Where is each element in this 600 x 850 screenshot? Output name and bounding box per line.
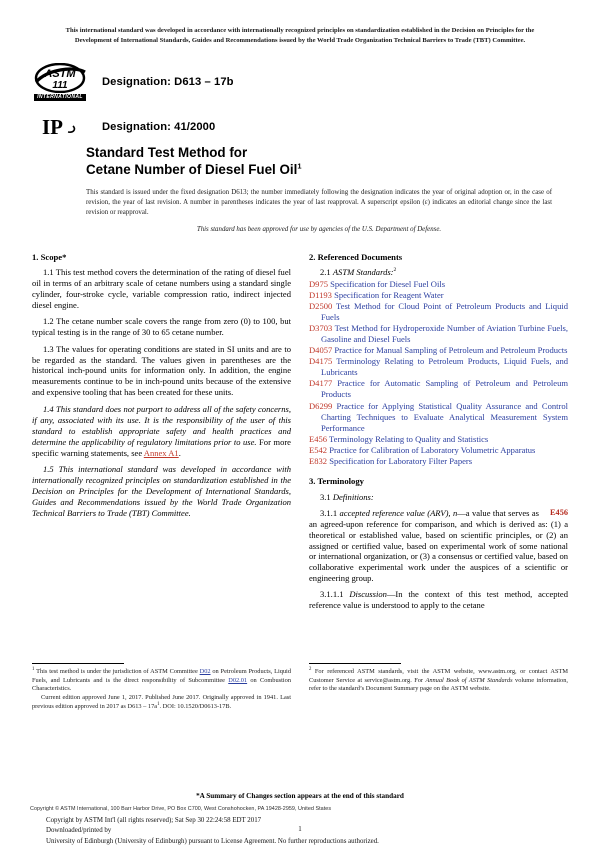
reference-number[interactable]: E542 — [309, 444, 328, 455]
title-line-2-wrap — [86, 161, 540, 178]
terminology-3-1-1-number: 3.1.1 — [320, 507, 338, 518]
footnote-2-text-b: volume information, refer to the standard’s Document Summary page on the ASTM website. — [309, 676, 568, 693]
scope-paragraph-1-4 — [32, 404, 291, 459]
reference-item[interactable] — [309, 323, 568, 345]
reference-number[interactable]: D1193 — [309, 289, 332, 300]
scope-1-2-number: 1.2 — [43, 316, 54, 327]
astm-standards-subheading — [309, 267, 568, 278]
identity-block — [32, 62, 564, 147]
license-line-2: Downloaded/printed by — [46, 827, 112, 835]
title-line-2: Cetane Number of Diesel Fuel Oil — [86, 162, 298, 178]
reference-title[interactable]: Practice for Automatic Sampling of Petroleum and Petroleum Products — [321, 378, 568, 400]
astm-standards-footnote-marker: 2 — [393, 266, 397, 273]
scope-1-3-number: 1.3 — [43, 343, 54, 354]
scope-1-4-end: . — [178, 447, 181, 458]
scope-1-4-tail: For more specific warning statements, see — [32, 436, 291, 458]
section-heading-terminology: 3. Terminology — [309, 475, 364, 486]
astm-designation: Designation: D613 – 17b — [102, 76, 234, 88]
title-footnote-marker: 1 — [297, 161, 302, 171]
footnote-2 — [309, 668, 568, 694]
ip-designation: Designation: 41/2000 — [102, 121, 216, 133]
scope-paragraph-1-5 — [32, 464, 291, 519]
reference-number[interactable]: E456 — [309, 433, 328, 444]
reference-item[interactable] — [309, 279, 568, 290]
tbt-banner — [36, 26, 564, 45]
reference-number[interactable]: D4057 — [309, 345, 333, 356]
section-heading-referenced-documents: 2. Referenced Documents — [309, 252, 403, 262]
scope-1-5-number: 1.5 — [43, 464, 54, 475]
reference-title[interactable]: Terminology Relating to Petroleum Products, Liquid Fuels, and Lubricants — [321, 356, 569, 378]
preamble-dod: This standard has been approved for use by agencies of the U.S. Department of Defense. — [196, 226, 442, 234]
footnote-1-marker: 1 — [32, 666, 35, 672]
reference-title[interactable]: Specification for Reagent Water — [334, 289, 444, 300]
section-heading-scope: 1. Scope* — [32, 252, 67, 262]
reference-number[interactable]: D975 — [309, 278, 328, 289]
footnote-2-text-a: For referenced ASTM standards, visit the ASTM website, www.astm.org, or contact ASTM Customer Service at service@astm.org. For — [309, 668, 568, 684]
scope-1-3-text: The values for operating conditions are stated in SI units and are to be regarded as the standard. The values given in parentheses are the historical inch-pound units for information only. In addition, the engine measurements continue to be in inch-pound units because of the extensive and expensive tooling that has been created for these units. — [32, 343, 291, 398]
reference-number[interactable]: D4175 — [309, 356, 333, 367]
reference-title[interactable]: Practice for Applying Statistical Quality Assurance and Control Charting Techniques to Evaluate Analytical Measurement System Performance — [321, 400, 568, 433]
footnote-column-right — [309, 663, 568, 711]
right-column — [309, 252, 568, 652]
reference-item[interactable] — [309, 434, 568, 445]
left-column — [32, 252, 291, 652]
scope-1-1-number: 1.1 — [43, 266, 54, 277]
reference-number[interactable]: D4177 — [309, 378, 333, 389]
reference-item[interactable] — [309, 345, 568, 356]
footnote-edition-text: Current edition approved June 1, 2017. Published June 2017. Originally approved in 1941. Last previous edition approved in 2017 as D613 – 17a — [32, 693, 291, 710]
license-line-1: Copyright by ASTM Int'l (all rights reserved); Sat Sep 30 22:24:58 EDT 2017 — [46, 817, 262, 824]
scope-1-2-text: The cetane number scale covers the range from zero (0) to 100, but typical testing is in the range of 30 to 65 cetane number. — [32, 316, 291, 338]
svg-text:111: 111 — [52, 80, 68, 91]
page-title — [86, 144, 540, 178]
footnote-1 — [32, 668, 291, 694]
terminology-3-1-1-1 — [309, 589, 568, 611]
reference-title[interactable]: Test Method for Hydroperoxide Number of Aviation Turbine Fuels, Gasoline and Diesel Fuels — [321, 323, 568, 345]
reference-title[interactable]: Specification for Laboratory Filter Papers — [329, 455, 473, 466]
preamble-body: This standard is issued under the fixed designation D613; the number immediately following the designation indicates the year of original adoption or, in the case of revision, the year of last revision. A number in parentheses indicates the year of last reapproval. A superscript epsilon (ε) indicates an editorial change since the last revision or reapproval. — [86, 189, 552, 216]
astm-standards-label: ASTM Standards: — [332, 266, 394, 277]
reference-number[interactable]: D2500 — [309, 300, 333, 311]
footnote-1-text-b: on Petroleum Products, Liquid Fuels, and Lubricants and is the direct responsibility of Subcommittee — [32, 668, 291, 684]
scope-1-5-text: This international standard was developed in accordance with internationally recognized principles on standardization established in the Decision on Principles for the Development of International Standards, Guides and Recommendations issued by the World Trade Organization Technical Barriers to Trade (TBT) Committee. — [32, 464, 291, 519]
body-columns — [32, 252, 568, 652]
reference-item[interactable] — [309, 445, 568, 456]
reference-title[interactable]: Terminology Relating to Quality and Statistics — [329, 433, 489, 444]
terminology-3-1-1-body: —a value that serves as an agreed-upon reference for comparison, and which is derived as: (1) a theoretical or established value, based on scientific principles, or (2) an assigned or certified value, based on experimental work of some national or international organization, or (3) a consensus or certified value, based on collaborative experimental work under the auspices of a scientific or engineering group. — [309, 507, 568, 584]
terminology-3-1-1-1-term: Discussion — [349, 589, 387, 600]
astm-international-label: INTERNATIONAL — [34, 94, 86, 101]
reference-title[interactable]: Specification for Diesel Fuel Oils — [330, 278, 446, 289]
reference-item[interactable] — [309, 301, 568, 323]
astm-logo-mark — [34, 63, 86, 93]
ip-identity-row — [32, 107, 564, 147]
astm-logo — [32, 63, 88, 101]
footnote-edition-sup: 1 — [157, 701, 160, 707]
definitions-label: Definitions: — [332, 491, 374, 502]
ip-logo — [32, 114, 88, 140]
svg-text:IP: IP — [42, 115, 63, 139]
footnote-1-text-a: This test method is under the jurisdiction of ASTM Committee — [36, 668, 200, 675]
reference-title[interactable]: Practice for Calibration of Laboratory Volumetric Apparatus — [329, 444, 536, 455]
committee-d02-link[interactable]: D02 — [199, 668, 211, 675]
subcommittee-d0201-link[interactable]: D02.01 — [228, 676, 248, 684]
scope-paragraph-1-2 — [32, 316, 291, 338]
copyright-line: Copyright © ASTM International, 100 Barr Harbor Drive, PO Box C700, West Conshohocken, PA 19428-2959, United States — [30, 806, 332, 812]
tbt-banner-line-2: Development of International Standards, Guides and Recommendations issued by the World Trade Organization Technical Barriers to Trade (TBT) Committee. — [74, 36, 526, 44]
scope-1-1-text: This test method covers the determination of the rating of diesel fuel oil in terms of an arbitrary scale of cetane numbers using a standard single cylinder, four-stroke cycle, variable compression ratio, indirect injected diesel engine. — [32, 266, 291, 310]
terminology-3-1-1-1-body: —In the context of this test method, accepted reference value is understood to apply to the cetane — [309, 589, 568, 611]
astm-standards-number: 2.1 — [320, 266, 331, 277]
title-line-1: Standard Test Method for — [86, 145, 248, 160]
reference-item[interactable] — [309, 356, 568, 378]
terminology-3-1-1 — [309, 508, 568, 585]
svg-text:ASTM: ASTM — [44, 68, 76, 80]
terminology-3-1-1-1-number: 3.1.1.1 — [320, 589, 344, 600]
footnote-divider — [309, 663, 401, 664]
reference-number[interactable]: E832 — [309, 455, 328, 466]
scope-1-4-italic-text: This standard does not purport to address all of the safety concerns, if any, associated with its use. It is the responsibility of the user of this standard to establish appropriate safety and health practices and determine the applicability of regulatory limitations prior to use. — [32, 403, 291, 447]
reference-item[interactable] — [309, 290, 568, 301]
terminology-3-1-1-term: accepted reference value (ARV), n — [339, 507, 458, 518]
footnote-divider — [32, 663, 124, 664]
footnote-2-italic: Annual Book of ASTM Standards — [425, 676, 513, 684]
summary-of-changes-note: *A Summary of Changes section appears at the end of this standard — [196, 792, 404, 800]
e456-reference-tag[interactable]: E456 — [550, 507, 568, 517]
astm-identity-row — [32, 62, 564, 102]
reference-item[interactable] — [309, 378, 568, 400]
reference-title[interactable]: Practice for Manual Sampling of Petroleum and Petroleum Products — [334, 345, 568, 356]
footnotes — [32, 663, 568, 711]
footnote-1-text-c: on Combustion Characteristics. — [32, 676, 291, 693]
preamble — [86, 188, 552, 235]
reference-item[interactable] — [309, 401, 568, 434]
page-number: 1 — [298, 826, 302, 833]
footnote-column-left — [32, 663, 291, 711]
reference-item[interactable] — [309, 456, 568, 467]
scope-paragraph-1-3 — [32, 344, 291, 399]
scope-1-4-number: 1.4 — [43, 403, 54, 414]
license-line-3: University of Edinburgh (University of Edinburgh) pursuant to License Agreement. No further reproductions authorized. — [46, 837, 379, 845]
ip-logo-mark — [38, 114, 82, 140]
footnote-edition-tail: . DOI: 10.1520/D0613-17B. — [159, 702, 232, 710]
terminology-definitions-label — [309, 492, 568, 503]
definitions-number: 3.1 — [320, 491, 331, 502]
footnote-2-marker: 2 — [309, 666, 312, 672]
tbt-banner-line-1: This international standard was developed in accordance with internationally recognized principles on standardization established in the Decision on Principles for the — [65, 27, 535, 34]
reference-title[interactable]: Test Method for Cloud Point of Petroleum Products and Liquid Fuels — [321, 300, 568, 323]
footnote-edition — [32, 694, 291, 711]
scope-paragraph-1-1 — [32, 267, 291, 311]
reference-number[interactable]: D3703 — [309, 323, 333, 334]
reference-number[interactable]: D6299 — [309, 400, 333, 411]
annex-a1-link[interactable]: Annex A1 — [143, 447, 179, 458]
